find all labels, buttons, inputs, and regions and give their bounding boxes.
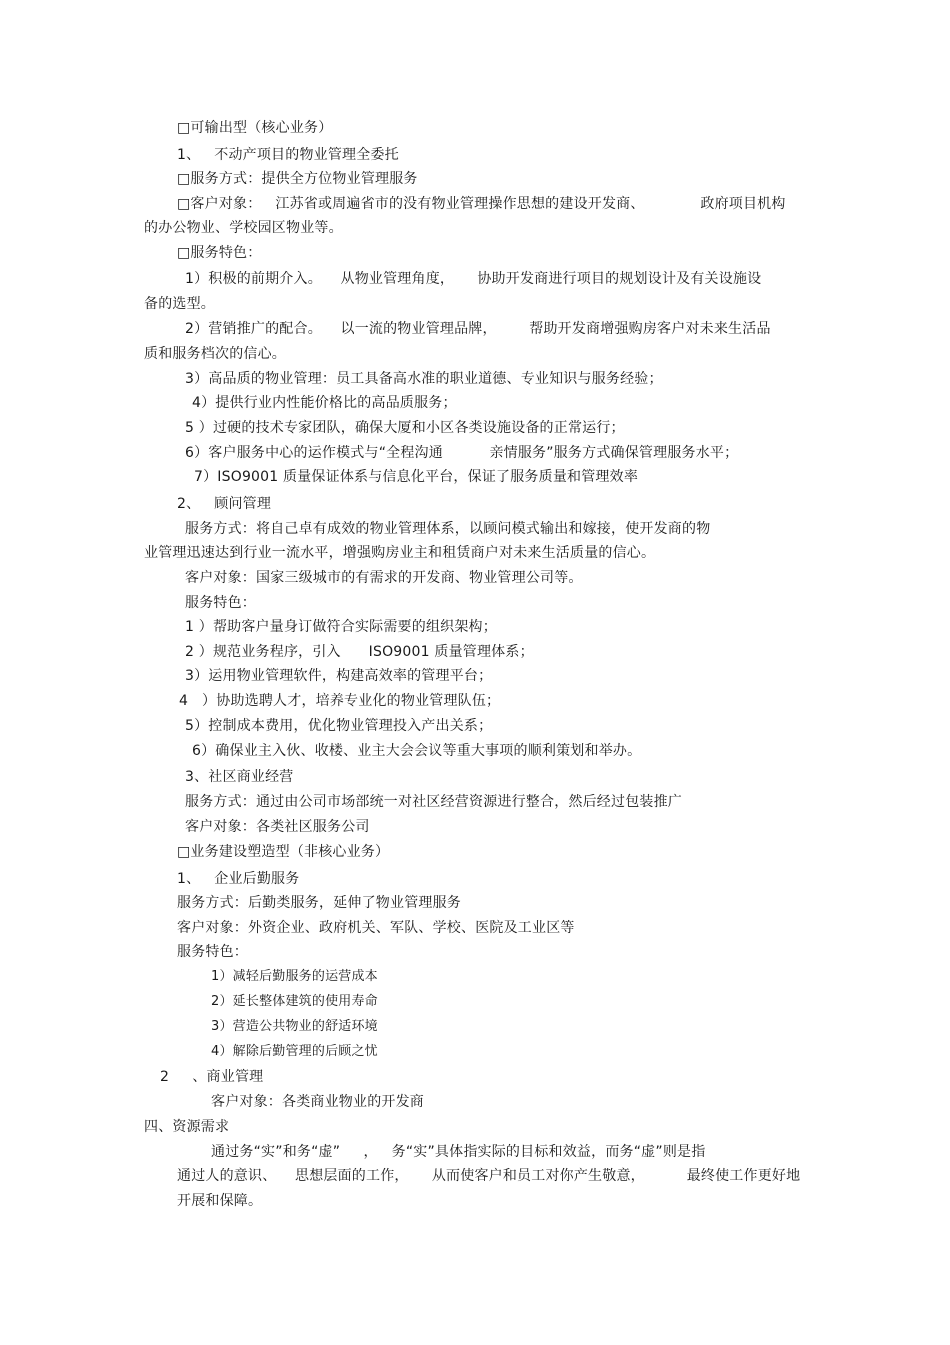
text-line: 客户对象：国家三级城市的有需求的开发商、物业管理公司等。 [185, 570, 583, 586]
list-item: 7）ISO9001 质量保证体系与信息化平台，保证了服务质量和管理效率 [194, 469, 639, 485]
text-line: 开展和保障。 [177, 1193, 263, 1209]
section-heading-core: □可输出型（核心业务） [177, 120, 333, 136]
text-line: □客户对象： 江苏省或周遍省市的没有物业管理操作思想的建设开发商、 政府项目机构 [177, 196, 786, 212]
text-line: 通过务“实”和务“虚” ， 务“实”具体指实际的目标和效益，而务“虚”则是指 [211, 1144, 706, 1160]
text-line: 客户对象：各类社区服务公司 [185, 819, 370, 835]
text-line: 质和服务档次的信心。 [144, 346, 286, 362]
item-heading: 3、社区商业经营 [185, 769, 294, 785]
text-line: □服务特色： [177, 245, 262, 261]
text-line: 服务特色： [177, 944, 248, 960]
list-item: 4 ）协助选聘人才，培养专业化的物业管理队伍； [179, 693, 501, 709]
text-line: 业管理迅速达到行业一流水平，增强购房业主和租赁商户对未来生活质量的信心。 [144, 545, 656, 561]
text-line: 客户对象：外资企业、政府机关、军队、学校、医院及工业区等 [177, 920, 575, 936]
list-item: 6）确保业主入伙、收楼、业主大会会议等重大事项的顺利策划和举办。 [192, 743, 642, 759]
list-item: 2）延长整体建筑的使用寿命 [211, 994, 378, 1009]
item-heading: 2 、商业管理 [160, 1069, 264, 1085]
item-heading: 2、 顾问管理 [177, 496, 272, 512]
list-item: 2）营销推广的配合。 以一流的物业管理品牌， 帮助开发商增强购房客户对未来生活品 [185, 321, 771, 337]
list-item: 5）控制成本费用，优化物业管理投入产出关系； [185, 718, 493, 734]
list-item: 1）积极的前期介入。 从物业管理角度， 协助开发商进行项目的规划设计及有关设施设 [185, 271, 762, 287]
text-line: 通过人的意识、 思想层面的工作， 从而使客户和员工对你产生敬意， 最终使工作更好地 [177, 1168, 801, 1184]
text-line: 服务特色： [185, 595, 256, 611]
item-heading: 1、 企业后勤服务 [177, 871, 300, 887]
list-item: 4）解除后勤管理的后顾之忧 [211, 1044, 378, 1059]
text-line: 服务方式：将自己卓有成效的物业管理体系，以顾问模式输出和嫁接，使开发商的物 [185, 521, 711, 537]
text-line: 服务方式：通过由公司市场部统一对社区经营资源进行整合，然后经过包装推广 [185, 794, 682, 810]
list-item: 3）运用物业管理软件，构建高效率的管理平台； [185, 668, 493, 684]
section-heading-noncore: □业务建设塑造型（非核心业务） [177, 844, 390, 860]
section-heading-resources: 四、资源需求 [144, 1119, 230, 1135]
list-item: 2 ）规范业务程序，引入 ISO9001 质量管理体系； [185, 644, 534, 660]
list-item: 3）高品质的物业管理：员工具备高水准的职业道德、专业知识与服务经验； [185, 371, 663, 387]
item-heading: 1、 不动产项目的物业管理全委托 [177, 147, 399, 163]
list-item: 1）减轻后勤服务的运营成本 [211, 969, 378, 984]
list-item: 5 ）过硬的技术专家团队，确保大厦和小区各类设施设备的正常运行； [185, 420, 625, 436]
list-item: 4）提供行业内性能价格比的高品质服务； [192, 395, 457, 411]
text-line: 服务方式：后勤类服务，延伸了物业管理服务 [177, 895, 461, 911]
list-item: 3）营造公共物业的舒适环境 [211, 1019, 378, 1034]
text-line: 的办公物业、学校园区物业等。 [144, 220, 343, 236]
text-line: 客户对象：各类商业物业的开发商 [211, 1094, 424, 1110]
list-item: 1 ）帮助客户量身订做符合实际需要的组织架构； [185, 619, 497, 635]
list-item: 6）客户服务中心的运作模式与“全程沟通 亲情服务”服务方式确保管理服务水平； [185, 445, 739, 461]
text-line: 备的选型。 [144, 296, 215, 312]
text-line: □服务方式：提供全方位物业管理服务 [177, 171, 418, 187]
